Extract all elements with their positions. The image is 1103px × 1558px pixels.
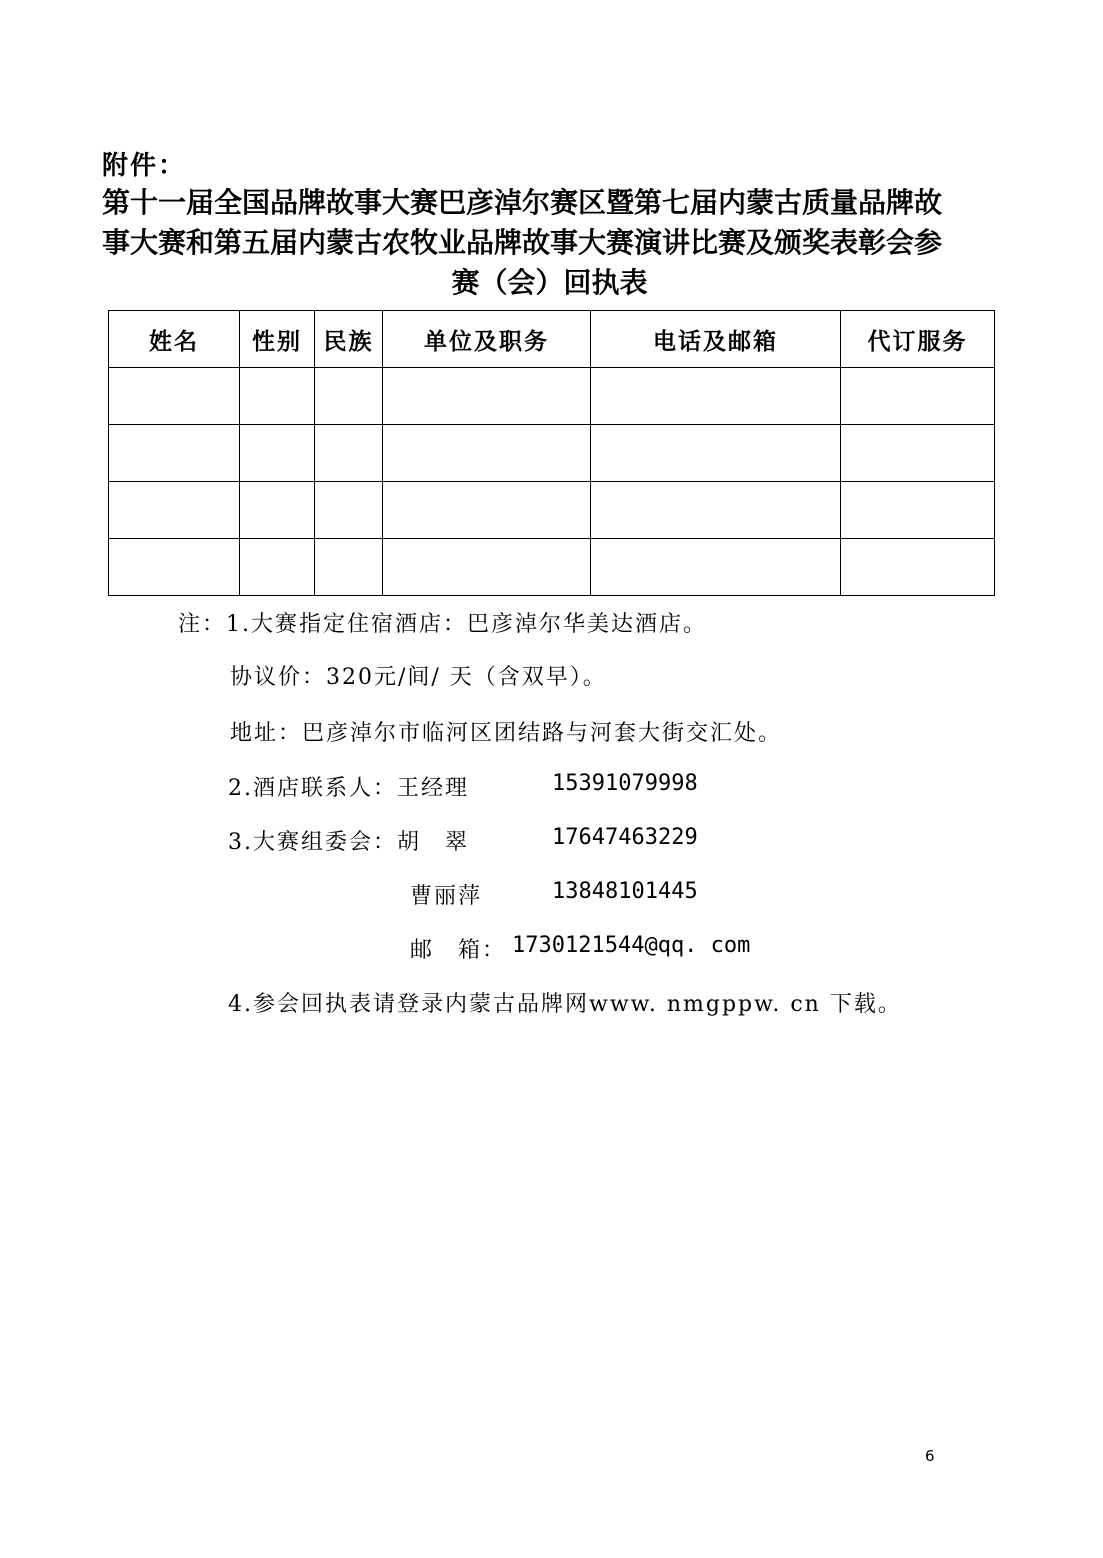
note-hotel: 注：1.大赛指定住宿酒店：巴彦淖尔华美达酒店。 xyxy=(178,612,707,637)
table-cell[interactable] xyxy=(315,425,383,482)
header-name: 姓名 xyxy=(109,311,240,368)
table-cell[interactable] xyxy=(591,425,841,482)
document-title xyxy=(102,183,997,303)
table-cell[interactable] xyxy=(240,482,315,539)
table-cell[interactable] xyxy=(383,368,591,425)
table-cell[interactable] xyxy=(591,368,841,425)
table-cell[interactable] xyxy=(109,368,240,425)
title-line-2: 事大赛和第五届内蒙古农牧业品牌故事大赛演讲比赛及颁奖表彰会参 xyxy=(102,226,943,259)
title-line-3: 赛（会）回执表 xyxy=(451,266,648,299)
note-download: 4.参会回执表请登录内蒙古品牌网www. nmgppw. cn 下载。 xyxy=(228,992,902,1017)
table-cell[interactable] xyxy=(383,482,591,539)
table-cell[interactable] xyxy=(315,539,383,596)
committee-label: 3.大赛组委会：胡 翠 xyxy=(228,830,469,855)
table-header-row xyxy=(109,311,995,368)
table-cell[interactable] xyxy=(240,425,315,482)
table-cell[interactable] xyxy=(240,368,315,425)
table-cell[interactable] xyxy=(109,482,240,539)
receipt-form-table xyxy=(108,310,995,596)
table-cell[interactable] xyxy=(315,482,383,539)
table-cell[interactable] xyxy=(841,368,995,425)
email-value[interactable]: 1730121544@qq. com xyxy=(512,933,751,958)
header-phone-email: 电话及邮箱 xyxy=(591,311,841,368)
email-label: 邮 箱： xyxy=(410,938,507,963)
table-cell[interactable] xyxy=(841,425,995,482)
header-unit-position: 单位及职务 xyxy=(383,311,591,368)
table-cell[interactable] xyxy=(383,539,591,596)
table-row xyxy=(109,368,995,425)
table-row xyxy=(109,482,995,539)
table-cell[interactable] xyxy=(591,482,841,539)
table-cell[interactable] xyxy=(240,539,315,596)
hotel-contact-phone: 15391079998 xyxy=(552,771,698,796)
table-cell[interactable] xyxy=(315,368,383,425)
hotel-contact-label: 2.酒店联系人：王经理 xyxy=(228,776,469,801)
table-cell[interactable] xyxy=(383,425,591,482)
table-cell[interactable] xyxy=(109,539,240,596)
page-number: 6 xyxy=(925,1447,935,1465)
table-cell[interactable] xyxy=(841,482,995,539)
attachment-label: 附件： xyxy=(102,151,187,181)
committee-name-2: 曹丽萍 xyxy=(410,884,483,909)
committee-phone-1: 17647463229 xyxy=(552,825,698,850)
table-cell[interactable] xyxy=(109,425,240,482)
table-cell[interactable] xyxy=(591,539,841,596)
table-cell[interactable] xyxy=(841,539,995,596)
note-price: 协议价：320元/间/ 天（含双早）。 xyxy=(230,665,607,690)
header-ethnicity: 民族 xyxy=(315,311,383,368)
note-address: 地址：巴彦淖尔市临河区团结路与河套大街交汇处。 xyxy=(230,721,783,746)
title-line-1: 第十一届全国品牌故事大赛巴彦淖尔赛区暨第七届内蒙古质量品牌故 xyxy=(102,186,943,219)
header-booking-service: 代订服务 xyxy=(841,311,995,368)
committee-phone-2: 13848101445 xyxy=(552,879,698,904)
table-row xyxy=(109,539,995,596)
table-row xyxy=(109,425,995,482)
header-gender: 性别 xyxy=(240,311,315,368)
